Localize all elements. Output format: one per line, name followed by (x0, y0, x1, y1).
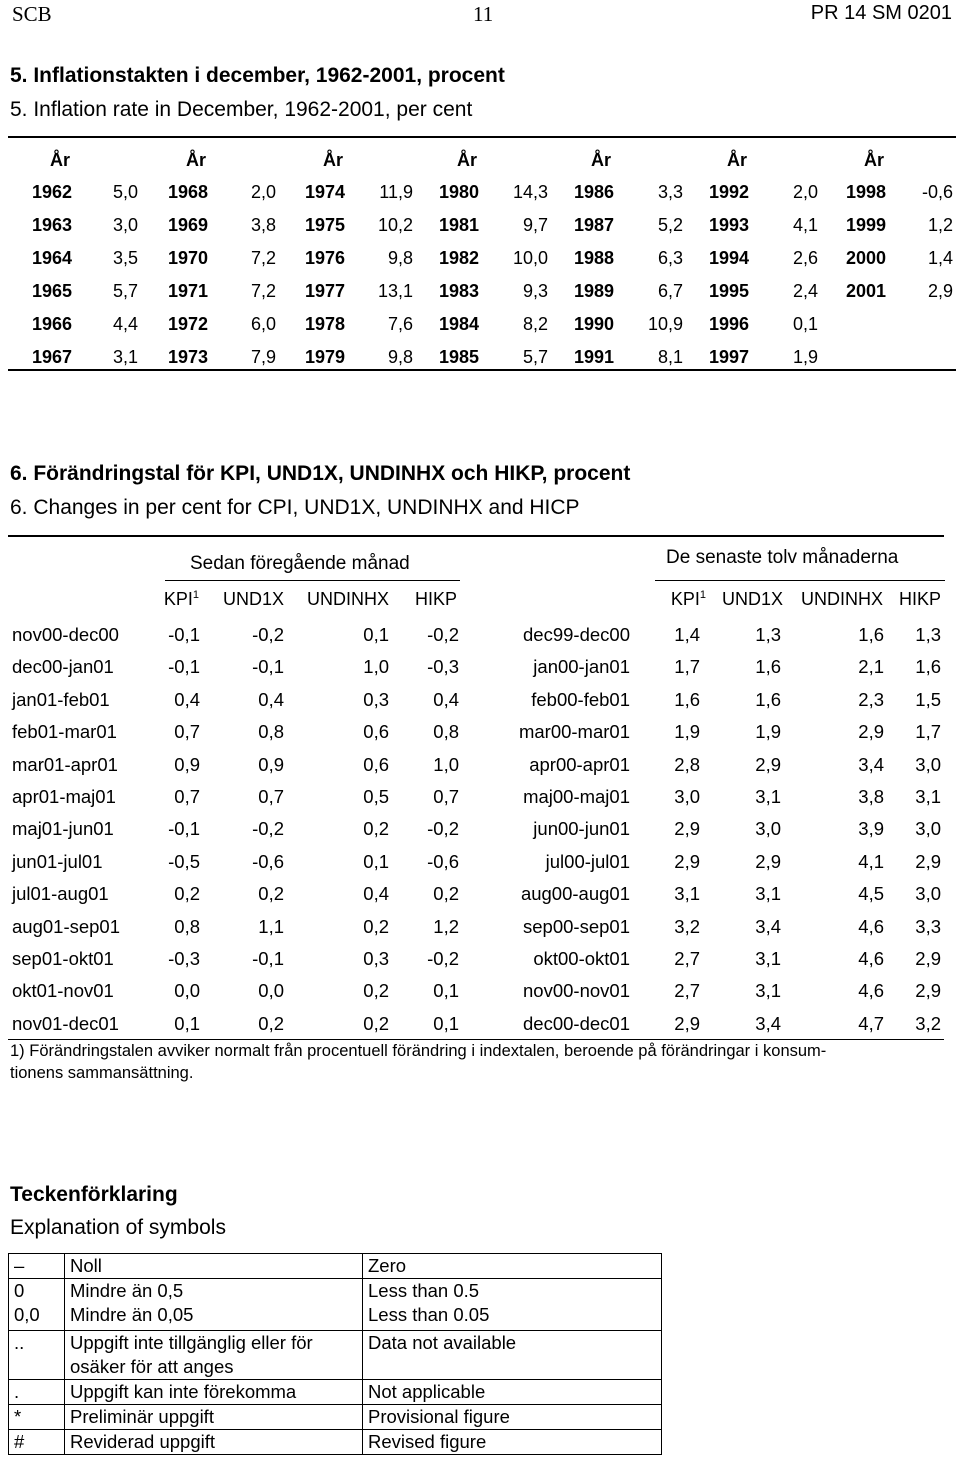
rate-cell: 10,2 (377, 215, 413, 235)
col-header-label: HIKP (898, 589, 941, 609)
rate-cell: 0,1 (792, 314, 818, 334)
col-header-label: UND1X (721, 589, 783, 609)
legend-symbol: .. (9, 1331, 65, 1380)
annual-period-label: dec00-dec01 (523, 1013, 630, 1034)
monthly-value: 0,7 (433, 786, 459, 807)
rate-cell: 7,9 (250, 347, 276, 367)
col-header-label: UND1X (222, 589, 284, 609)
publication-id: PR 14 SM 0201 (810, 2, 952, 24)
legend-swedish: Uppgift inte tillgänglig eller för osäker för att anges (65, 1331, 363, 1380)
annual-value: 4,1 (858, 851, 884, 872)
rate-cell: 9,8 (387, 248, 413, 268)
annual-value: 3,1 (755, 883, 781, 904)
year-cell: 1973 (167, 347, 208, 367)
annual-period-label: aug00-aug01 (520, 883, 630, 904)
annual-value: 3,8 (858, 786, 884, 807)
annual-value: 4,7 (858, 1013, 884, 1034)
annual-value: 3,4 (755, 916, 781, 937)
annual-value: 1,3 (755, 624, 781, 645)
rate-cell: 5,7 (112, 281, 138, 301)
rate-cell: 11,9 (379, 182, 413, 202)
annual-period-label: jul00-jul01 (545, 851, 630, 872)
footnote-marker: 1 (192, 589, 199, 601)
annual-value: 3,0 (915, 818, 941, 839)
monthly-value: 0,4 (433, 689, 459, 710)
year-cell: 1967 (31, 347, 72, 367)
annual-value: 2,8 (674, 754, 700, 775)
legend-english: Zero (363, 1254, 662, 1279)
annual-value: 2,9 (674, 818, 700, 839)
year-cell: 1982 (438, 248, 479, 268)
year-cell: 1990 (573, 314, 614, 334)
year-cell: 1993 (708, 215, 749, 235)
monthly-value: -0,3 (427, 656, 459, 677)
annual-value: 1,3 (915, 624, 941, 645)
annual-value: 1,5 (915, 689, 941, 710)
legend-swedish: Uppgift kan inte förekomma (65, 1380, 363, 1405)
year-cell: 1962 (31, 182, 72, 202)
annual-period-label: maj00-maj01 (523, 786, 630, 807)
legend-english: Data not available (363, 1331, 662, 1380)
legend-swedish: Reviderad uppgift (65, 1430, 363, 1455)
monthly-value: 0,2 (433, 883, 459, 904)
period-label: maj01-jun01 (12, 818, 114, 839)
year-cell: 1974 (304, 182, 345, 202)
monthly-value: 0,5 (363, 786, 389, 807)
legend-table (8, 1253, 662, 1455)
monthly-value: 0,7 (258, 786, 284, 807)
monthly-value: 0,7 (174, 721, 200, 742)
footnote-line-2: tionens sammansättning. (10, 1064, 194, 1082)
rate-cell: 7,6 (387, 314, 413, 334)
annual-value: 4,6 (858, 916, 884, 937)
rate-cell: 7,2 (250, 248, 276, 268)
legend-row (9, 1279, 662, 1331)
period-label: jul01-aug01 (12, 883, 109, 904)
monthly-value: 1,0 (363, 656, 389, 677)
period-label: mar01-apr01 (12, 754, 118, 775)
col-header-label: KPI (163, 589, 193, 609)
monthly-value: 0,0 (174, 980, 200, 1001)
monthly-value: 0,8 (433, 721, 459, 742)
annual-value: 3,1 (755, 786, 781, 807)
annual-value: 3,3 (915, 916, 941, 937)
rate-cell: 3,1 (112, 347, 138, 367)
rate-cell: 5,2 (657, 215, 683, 235)
year-cell: 1999 (845, 215, 886, 235)
legend-row (9, 1331, 662, 1380)
monthly-value: 0,2 (363, 916, 389, 937)
annual-value: 3,0 (915, 883, 941, 904)
group-header-monthly: Sedan föregående månad (190, 553, 410, 574)
monthly-value: 0,8 (258, 721, 284, 742)
monthly-value: -0,3 (168, 948, 200, 969)
monthly-value: -0,6 (252, 851, 284, 872)
year-cell: 1983 (438, 281, 479, 301)
legend-english: Revised figure (363, 1430, 662, 1455)
annual-period-label: apr00-apr01 (529, 754, 630, 775)
annual-value: 3,0 (915, 754, 941, 775)
annual-value: 1,6 (915, 656, 941, 677)
rate-cell: 9,8 (387, 347, 413, 367)
annual-value: 3,2 (915, 1013, 941, 1034)
monthly-value: 0,2 (174, 883, 200, 904)
monthly-value: -0,1 (168, 624, 200, 645)
year-column-header: År (322, 150, 343, 170)
rate-cell: 14,3 (512, 182, 548, 202)
annual-value: 2,9 (674, 1013, 700, 1034)
year-column-header: År (49, 150, 70, 170)
table6-title-en: 6. Changes in per cent for CPI, UND1X, UNDINHX and HICP (10, 496, 580, 519)
year-cell: 1970 (167, 248, 208, 268)
monthly-value: 0,0 (258, 980, 284, 1001)
year-column-header: År (726, 150, 747, 170)
monthly-value: 0,3 (363, 948, 389, 969)
year-column-header: År (185, 150, 206, 170)
monthly-value: -0,2 (427, 948, 459, 969)
annual-value: 4,6 (858, 948, 884, 969)
period-label: okt01-nov01 (12, 980, 114, 1001)
legend-symbol: . (9, 1380, 65, 1405)
year-cell: 2000 (845, 248, 886, 268)
rate-cell: 6,7 (657, 281, 683, 301)
annual-value: 1,6 (858, 624, 884, 645)
year-cell: 1981 (438, 215, 479, 235)
rate-cell: 3,3 (657, 182, 683, 202)
monthly-value: 0,6 (363, 721, 389, 742)
page-number: 11 (473, 2, 494, 26)
year-cell: 1963 (31, 215, 72, 235)
monthly-value: 0,9 (258, 754, 284, 775)
col-header-label: KPI (670, 589, 700, 609)
legend-swedish: Mindre än 0,5 Mindre än 0,05 (65, 1279, 363, 1331)
rate-cell: 7,2 (250, 281, 276, 301)
year-cell: 1975 (304, 215, 345, 235)
year-cell: 1992 (708, 182, 749, 202)
annual-value: 3,0 (674, 786, 700, 807)
rate-cell: 1,4 (927, 248, 953, 268)
rate-cell: 10,9 (647, 314, 683, 334)
annual-value: 3,1 (674, 883, 700, 904)
year-cell: 1996 (708, 314, 749, 334)
period-label: feb01-mar01 (12, 721, 117, 742)
rate-cell: 8,2 (522, 314, 548, 334)
legend-symbol: – (9, 1254, 65, 1279)
year-cell: 1986 (573, 182, 614, 202)
annual-value: 3,2 (674, 916, 700, 937)
rate-cell: 1,2 (927, 215, 953, 235)
annual-value: 2,9 (755, 851, 781, 872)
annual-value: 3,0 (755, 818, 781, 839)
rate-cell: 5,0 (112, 182, 138, 202)
annual-value: 3,1 (915, 786, 941, 807)
rate-cell: 3,5 (112, 248, 138, 268)
annual-value: 1,7 (915, 721, 941, 742)
annual-period-label: mar00-mar01 (518, 721, 630, 742)
annual-period-label: feb00-feb01 (531, 689, 630, 710)
year-column-header: År (863, 150, 884, 170)
table5-title-en: 5. Inflation rate in December, 1962-2001, per cent (10, 98, 473, 121)
legend-symbol: # (9, 1430, 65, 1455)
rate-cell: 6,0 (250, 314, 276, 334)
annual-value: 3,9 (858, 818, 884, 839)
monthly-value: -0,1 (168, 656, 200, 677)
period-label: apr01-maj01 (12, 786, 116, 807)
monthly-value: 0,2 (363, 1013, 389, 1034)
monthly-value: 1,2 (433, 916, 459, 937)
year-cell: 1980 (438, 182, 479, 202)
period-label: jan01-feb01 (12, 689, 110, 710)
year-cell: 1994 (708, 248, 749, 268)
monthly-value: -0,2 (427, 624, 459, 645)
rate-cell: 2,6 (792, 248, 818, 268)
monthly-value: -0,6 (427, 851, 459, 872)
monthly-value: -0,2 (252, 818, 284, 839)
annual-period-label: jun00-jun01 (533, 818, 630, 839)
annual-value: 1,6 (755, 689, 781, 710)
annual-col-header (783, 589, 883, 610)
legend-row (9, 1405, 662, 1430)
annual-value: 1,9 (755, 721, 781, 742)
annual-value: 4,6 (858, 980, 884, 1001)
table6-top-rule (8, 535, 944, 537)
year-cell: 1976 (304, 248, 345, 268)
year-cell: 1985 (438, 347, 479, 367)
legend-row (9, 1254, 662, 1279)
annual-period-label: dec99-dec00 (523, 624, 630, 645)
monthly-value: 0,1 (433, 1013, 459, 1034)
rate-cell: 3,8 (250, 215, 276, 235)
annual-period-label: nov00-nov01 (523, 980, 630, 1001)
header-org: SCB (12, 2, 52, 26)
rate-cell: 2,0 (792, 182, 818, 202)
annual-period-label: okt00-okt01 (533, 948, 630, 969)
monthly-col-header (289, 589, 389, 610)
rate-cell: 1,9 (792, 347, 818, 367)
table5-bottom-rule (8, 369, 956, 371)
monthly-col-header (204, 589, 284, 610)
year-cell: 1998 (845, 182, 886, 202)
year-cell: 1964 (31, 248, 72, 268)
annual-col-header (881, 589, 941, 610)
col-header-label: UNDINHX (306, 589, 389, 609)
annual-value: 1,9 (674, 721, 700, 742)
legend-title-sv: Teckenförklaring (10, 1183, 178, 1206)
monthly-value: 0,1 (363, 851, 389, 872)
table6-title-sv: 6. Förändringstal för KPI, UND1X, UNDINHX och HIKP, procent (10, 462, 631, 485)
monthly-value: 0,2 (258, 1013, 284, 1034)
year-cell: 1997 (708, 347, 749, 367)
legend-symbol: 0 0,0 (9, 1279, 65, 1331)
monthly-value: 0,4 (174, 689, 200, 710)
annual-value: 2,1 (858, 656, 884, 677)
col-header-label: HIKP (414, 589, 457, 609)
legend-row (9, 1430, 662, 1455)
annual-value: 2,9 (858, 721, 884, 742)
monthly-value: -0,1 (168, 818, 200, 839)
legend-swedish: Noll (65, 1254, 363, 1279)
rate-cell: 6,3 (657, 248, 683, 268)
rate-cell: 3,0 (112, 215, 138, 235)
legend-title-en: Explanation of symbols (10, 1216, 226, 1239)
monthly-value: -0,1 (252, 656, 284, 677)
annual-value: 1,6 (674, 689, 700, 710)
monthly-value: -0,2 (252, 624, 284, 645)
annual-value: 2,9 (674, 851, 700, 872)
year-cell: 1987 (573, 215, 614, 235)
year-cell: 1984 (438, 314, 479, 334)
monthly-value: 0,2 (258, 883, 284, 904)
monthly-value: 0,7 (174, 786, 200, 807)
year-cell: 1988 (573, 248, 614, 268)
annual-value: 1,4 (674, 624, 700, 645)
footnote-marker: 1 (699, 589, 706, 601)
group-rule-annual (655, 580, 945, 581)
annual-value: 2,9 (915, 948, 941, 969)
year-column-header: År (590, 150, 611, 170)
period-label: nov01-dec01 (12, 1013, 119, 1034)
annual-value: 3,4 (755, 1013, 781, 1034)
legend-english: Provisional figure (363, 1405, 662, 1430)
monthly-value: 0,1 (174, 1013, 200, 1034)
monthly-col-header (153, 589, 199, 610)
legend-english: Less than 0.5 Less than 0.05 (363, 1279, 662, 1331)
monthly-value: 0,4 (258, 689, 284, 710)
year-cell: 1977 (304, 281, 345, 301)
period-label: jun01-jul01 (12, 851, 103, 872)
rate-cell: 4,1 (792, 215, 818, 235)
rate-cell: 2,4 (792, 281, 818, 301)
monthly-value: -0,1 (252, 948, 284, 969)
annual-value: 1,6 (755, 656, 781, 677)
rate-cell: 9,3 (522, 281, 548, 301)
table5-top-rule (8, 136, 956, 138)
monthly-value: 0,1 (433, 980, 459, 1001)
legend-english: Not applicable (363, 1380, 662, 1405)
year-cell: 1969 (167, 215, 208, 235)
monthly-value: 0,8 (174, 916, 200, 937)
annual-value: 1,7 (674, 656, 700, 677)
monthly-value: 1,0 (433, 754, 459, 775)
period-label: sep01-okt01 (12, 948, 114, 969)
footnote-line-1: 1) Förändringstalen avviker normalt från procentuell förändring i indextalen, beroende på förändringar i konsum- (10, 1042, 827, 1060)
year-cell: 1995 (708, 281, 749, 301)
monthly-value: 0,4 (363, 883, 389, 904)
annual-period-label: sep00-sep01 (523, 916, 630, 937)
monthly-value: 1,1 (258, 916, 284, 937)
annual-value: 3,4 (858, 754, 884, 775)
annual-value: 3,1 (755, 980, 781, 1001)
monthly-value: 0,9 (174, 754, 200, 775)
year-cell: 1972 (167, 314, 208, 334)
legend-symbol: * (9, 1405, 65, 1430)
annual-value: 4,5 (858, 883, 884, 904)
group-header-annual: De senaste tolv månaderna (666, 547, 899, 568)
rate-cell: 10,0 (512, 248, 548, 268)
legend-swedish: Preliminär uppgift (65, 1405, 363, 1430)
annual-value: 3,1 (755, 948, 781, 969)
rate-cell: 2,0 (250, 182, 276, 202)
year-cell: 1991 (573, 347, 614, 367)
group-rule-monthly (165, 580, 460, 581)
table5-title-sv: 5. Inflationstakten i december, 1962-2001, procent (10, 64, 505, 87)
rate-cell: 8,1 (657, 347, 683, 367)
annual-col-header (703, 589, 783, 610)
period-label: dec00-jan01 (12, 656, 114, 677)
table6-bottom-rule (8, 1039, 944, 1040)
col-header-label: UNDINHX (800, 589, 883, 609)
monthly-value: -0,5 (168, 851, 200, 872)
monthly-col-header (397, 589, 457, 610)
annual-col-header (660, 589, 706, 610)
monthly-value: 0,1 (363, 624, 389, 645)
rate-cell: 2,9 (927, 281, 953, 301)
year-cell: 1965 (31, 281, 72, 301)
monthly-value: 0,2 (363, 818, 389, 839)
year-cell: 1979 (304, 347, 345, 367)
legend-row (9, 1380, 662, 1405)
year-cell: 2001 (845, 281, 886, 301)
monthly-value: 0,2 (363, 980, 389, 1001)
rate-cell: -0,6 (921, 182, 953, 202)
year-cell: 1971 (167, 281, 208, 301)
period-label: nov00-dec00 (12, 624, 119, 645)
rate-cell: 5,7 (522, 347, 548, 367)
annual-value: 2,9 (755, 754, 781, 775)
monthly-value: -0,2 (427, 818, 459, 839)
year-cell: 1966 (31, 314, 72, 334)
year-cell: 1968 (167, 182, 208, 202)
rate-cell: 4,4 (112, 314, 138, 334)
annual-value: 2,9 (915, 980, 941, 1001)
annual-value: 2,7 (674, 980, 700, 1001)
rate-cell: 13,1 (377, 281, 413, 301)
annual-period-label: jan00-jan01 (533, 656, 630, 677)
period-label: aug01-sep01 (12, 916, 121, 937)
year-cell: 1989 (573, 281, 614, 301)
annual-value: 2,3 (858, 689, 884, 710)
annual-value: 2,9 (915, 851, 941, 872)
monthly-value: 0,3 (363, 689, 389, 710)
annual-value: 2,7 (674, 948, 700, 969)
monthly-value: 0,6 (363, 754, 389, 775)
rate-cell: 9,7 (522, 215, 548, 235)
year-cell: 1978 (304, 314, 345, 334)
year-column-header: År (456, 150, 477, 170)
